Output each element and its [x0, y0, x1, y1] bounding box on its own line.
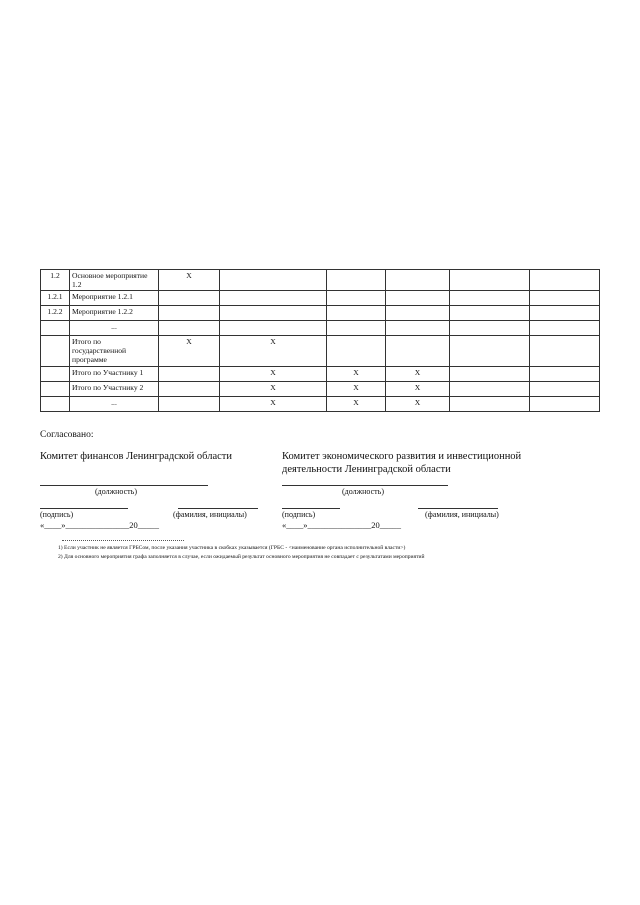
table-cell [327, 270, 386, 291]
table-cell [450, 336, 530, 366]
table-cell [327, 336, 386, 366]
table-row [41, 321, 600, 336]
table-cell: X [159, 336, 220, 366]
table-cell [530, 366, 600, 381]
table-cell: X [386, 381, 450, 396]
table-cell [530, 321, 600, 336]
row-code [41, 381, 70, 396]
row-name: Мероприятие 1.2.2 [70, 306, 159, 321]
row-name: Мероприятие 1.2.1 [70, 291, 159, 306]
right-org-name: Комитет экономического развития и инвестиционной деятельности Ленинградской области [282, 451, 522, 476]
left-name-line [178, 508, 258, 509]
row-name: Основное мероприятие 1.2 [70, 270, 159, 291]
row-name: Итого по Участнику 1 [70, 366, 159, 381]
table-cell [327, 321, 386, 336]
footnote-1: 1) Если участник не является ГРБСом, после указания участника в скобках указывается (ГРБС - <наименование органа исполнительной власти>) [58, 545, 406, 551]
row-code [41, 366, 70, 381]
right-date-line: «____»_______________20_____ [282, 520, 401, 530]
table-cell [530, 336, 600, 366]
table-cell: X [220, 366, 327, 381]
table-row [41, 381, 600, 396]
table-cell [386, 336, 450, 366]
table-cell [450, 396, 530, 411]
left-position-caption: (должность) [95, 487, 137, 496]
table-cell [220, 306, 327, 321]
table-cell [530, 396, 600, 411]
table-cell [450, 366, 530, 381]
right-signature-line [282, 508, 340, 509]
table-cell: X [386, 366, 450, 381]
table-row [41, 270, 600, 291]
right-position-line [282, 485, 448, 486]
table-cell: X [386, 396, 450, 411]
table-cell [159, 381, 220, 396]
table-cell [220, 321, 327, 336]
table-cell [530, 306, 600, 321]
row-code: 1.2.1 [41, 291, 70, 306]
table-row [41, 336, 600, 366]
table-cell: X [327, 366, 386, 381]
table-row [41, 291, 600, 306]
right-name-caption: (фамилия, инициалы) [425, 510, 499, 519]
table-cell [450, 306, 530, 321]
table-cell [386, 321, 450, 336]
right-signature-caption: (подпись) [282, 510, 316, 519]
right-name-line [418, 508, 498, 509]
row-name: ... [70, 321, 159, 336]
row-name: Итого по Участнику 2 [70, 381, 159, 396]
table-cell: X [327, 396, 386, 411]
table-row [41, 366, 600, 381]
table-cell: X [220, 396, 327, 411]
table-cell [386, 270, 450, 291]
table-cell [159, 291, 220, 306]
left-position-line [40, 485, 208, 486]
footnote-2: 2) Для основного мероприятия графа заполняется в случае, если ожидаемый результат основного мероприятия не совпадает с результатами мероприятий [58, 553, 425, 560]
program-table [40, 269, 600, 412]
table-cell [450, 291, 530, 306]
row-code [41, 321, 70, 336]
table-cell [327, 291, 386, 306]
table-cell [386, 306, 450, 321]
table-cell [220, 270, 327, 291]
table-cell [159, 321, 220, 336]
table-row [41, 396, 600, 411]
row-name: ... [70, 396, 159, 411]
program-table-wrapper [40, 269, 599, 412]
table-cell: X [220, 381, 327, 396]
table-cell [159, 366, 220, 381]
table-cell [386, 291, 450, 306]
table-cell [327, 306, 386, 321]
agreed-heading: Согласовано: [40, 430, 94, 440]
table-cell [159, 306, 220, 321]
left-signature-line [40, 508, 128, 509]
table-cell [220, 291, 327, 306]
table-cell [530, 291, 600, 306]
left-date-line: «____»_______________20_____ [40, 520, 159, 530]
table-cell [450, 321, 530, 336]
table-row [41, 306, 600, 321]
table-cell: X [220, 336, 327, 366]
table-cell: X [159, 270, 220, 291]
footnote-separator [62, 540, 184, 541]
table-cell [530, 270, 600, 291]
row-code: 1.2 [41, 270, 70, 291]
row-code [41, 336, 70, 366]
footnotes [40, 544, 599, 561]
row-name: Итого по государственной программе [70, 336, 159, 366]
table-cell [450, 270, 530, 291]
table-cell [450, 381, 530, 396]
table-cell [530, 381, 600, 396]
left-org-name: Комитет финансов Ленинградской области [40, 451, 233, 462]
table-cell [159, 396, 220, 411]
table-cell: X [327, 381, 386, 396]
right-position-caption: (должность) [342, 487, 384, 496]
table-body [41, 270, 600, 412]
left-name-caption: (фамилия, инициалы) [173, 510, 247, 519]
row-code: 1.2.2 [41, 306, 70, 321]
left-signature-caption: (подпись) [40, 510, 74, 519]
row-code [41, 396, 70, 411]
